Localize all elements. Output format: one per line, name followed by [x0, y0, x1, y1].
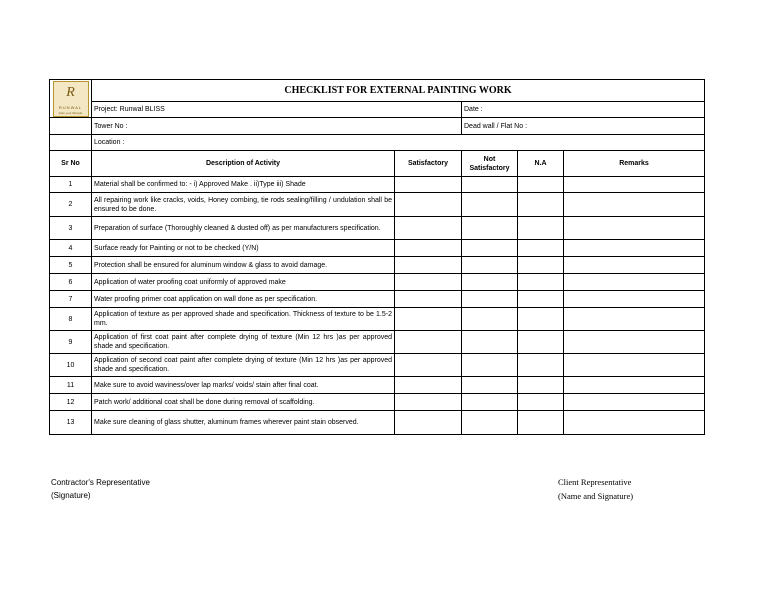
logo-tagline: style your lifestyle [58, 110, 83, 115]
table-row [50, 331, 705, 354]
not-satisfactory-cell[interactable] [462, 274, 518, 291]
row-description: Application of first coat paint after complete drying of texture (Min 12 hrs )as per approved shade and specification. [92, 331, 395, 354]
header-na: N.A [518, 151, 564, 177]
not-satisfactory-cell[interactable] [462, 291, 518, 308]
row-number: 3 [50, 217, 92, 240]
table-row [50, 257, 705, 274]
remarks-cell[interactable] [564, 217, 705, 240]
date-field[interactable]: Date : [462, 102, 705, 118]
row-number: 2 [50, 193, 92, 217]
contractor-signature-block [51, 476, 150, 502]
remarks-cell[interactable] [564, 193, 705, 217]
not-satisfactory-cell[interactable] [462, 193, 518, 217]
satisfactory-cell[interactable] [395, 240, 462, 257]
na-cell[interactable] [518, 394, 564, 411]
form-title: CHECKLIST FOR EXTERNAL PAINTING WORK [92, 80, 705, 102]
remarks-cell[interactable] [564, 411, 705, 435]
table-row [50, 411, 705, 435]
blank-cell [50, 118, 92, 135]
table-row [50, 217, 705, 240]
not-satisfactory-cell[interactable] [462, 411, 518, 435]
na-cell[interactable] [518, 377, 564, 394]
na-cell[interactable] [518, 274, 564, 291]
remarks-cell[interactable] [564, 354, 705, 377]
header-not-satisfactory: Not Satisfactory [462, 151, 518, 177]
not-satisfactory-cell[interactable] [462, 308, 518, 331]
row-description: Patch work/ additional coat shall be done during removal of scaffolding. [92, 394, 395, 411]
remarks-cell[interactable] [564, 240, 705, 257]
row-description: Surface ready for Painting or not to be checked (Y/N) [92, 240, 395, 257]
not-satisfactory-cell[interactable] [462, 257, 518, 274]
contractor-label: Contractor's Representative [51, 478, 150, 487]
remarks-cell[interactable] [564, 331, 705, 354]
tower-field[interactable]: Tower No : [92, 118, 462, 135]
row-number: 13 [50, 411, 92, 435]
header-satisfactory: Satisfactory [395, 151, 462, 177]
client-label: Client Representative [558, 477, 632, 487]
logo-brand: RUNWAL [58, 104, 83, 110]
remarks-cell[interactable] [564, 377, 705, 394]
table-row [50, 274, 705, 291]
satisfactory-cell[interactable] [395, 394, 462, 411]
row-description: Application of water proofing coat uniformly of approved make [92, 274, 395, 291]
table-row [50, 177, 705, 193]
row-description: All repairing work like cracks, voids, Honey combing, tie rods sealing/filling / undulation shall be ensured to be done. [92, 193, 395, 217]
satisfactory-cell[interactable] [395, 411, 462, 435]
header-sr-no: Sr No [50, 151, 92, 177]
not-satisfactory-cell[interactable] [462, 354, 518, 377]
na-cell[interactable] [518, 411, 564, 435]
satisfactory-cell[interactable] [395, 177, 462, 193]
table-row [50, 308, 705, 331]
satisfactory-cell[interactable] [395, 217, 462, 240]
remarks-cell[interactable] [564, 394, 705, 411]
na-cell[interactable] [518, 257, 564, 274]
client-signature-label: (Name and Signature) [558, 491, 634, 501]
na-cell[interactable] [518, 308, 564, 331]
flat-field[interactable]: Dead wall / Flat No : [462, 118, 705, 135]
satisfactory-cell[interactable] [395, 193, 462, 217]
row-description: Make sure to avoid waviness/over lap marks/ voids/ stain after final coat. [92, 377, 395, 394]
row-description: Make sure cleaning of glass shutter, aluminum frames wherever paint stain observed. [92, 411, 395, 435]
na-cell[interactable] [518, 331, 564, 354]
company-logo [53, 81, 89, 117]
na-cell[interactable] [518, 193, 564, 217]
remarks-cell[interactable] [564, 308, 705, 331]
satisfactory-cell[interactable] [395, 331, 462, 354]
project-field: Project: Runwal BLISS [92, 102, 462, 118]
na-cell[interactable] [518, 354, 564, 377]
satisfactory-cell[interactable] [395, 308, 462, 331]
row-description: Water proofing primer coat application on wall done as per specification. [92, 291, 395, 308]
contractor-signature-label: (Signature) [51, 491, 91, 500]
satisfactory-cell[interactable] [395, 291, 462, 308]
logo-cell [50, 80, 92, 118]
row-description: Protection shall be ensured for aluminum window & glass to avoid damage. [92, 257, 395, 274]
row-number: 4 [50, 240, 92, 257]
not-satisfactory-cell[interactable] [462, 394, 518, 411]
na-cell[interactable] [518, 291, 564, 308]
table-row [50, 377, 705, 394]
not-satisfactory-cell[interactable] [462, 240, 518, 257]
table-row [50, 240, 705, 257]
satisfactory-cell[interactable] [395, 257, 462, 274]
row-description: Application of texture as per approved shade and specification. Thickness of texture to be 1.5-2 mm. [92, 308, 395, 331]
header-remarks: Remarks [564, 151, 705, 177]
not-satisfactory-cell[interactable] [462, 177, 518, 193]
na-cell[interactable] [518, 240, 564, 257]
location-field[interactable]: Location : [92, 135, 705, 151]
checklist-table [49, 79, 705, 435]
row-number: 10 [50, 354, 92, 377]
row-number: 9 [50, 331, 92, 354]
table-row [50, 193, 705, 217]
logo-mark: R [66, 84, 75, 100]
remarks-cell[interactable] [564, 291, 705, 308]
not-satisfactory-cell[interactable] [462, 217, 518, 240]
row-number: 12 [50, 394, 92, 411]
not-satisfactory-cell[interactable] [462, 377, 518, 394]
row-number: 5 [50, 257, 92, 274]
satisfactory-cell[interactable] [395, 377, 462, 394]
satisfactory-cell[interactable] [395, 354, 462, 377]
na-cell[interactable] [518, 217, 564, 240]
client-signature-block [558, 475, 633, 503]
na-cell[interactable] [518, 177, 564, 193]
row-number: 11 [50, 377, 92, 394]
row-description: Application of second coat paint after complete drying of texture (Min 12 hrs )as per approved shade and specification. [92, 354, 395, 377]
remarks-cell[interactable] [564, 257, 705, 274]
row-description: Material shall be confirmed to: - i) Approved Make . ii)Type iii) Shade [92, 177, 395, 193]
blank-cell [50, 135, 92, 151]
remarks-cell[interactable] [564, 177, 705, 193]
table-row [50, 354, 705, 377]
row-number: 6 [50, 274, 92, 291]
not-satisfactory-cell[interactable] [462, 331, 518, 354]
table-row [50, 394, 705, 411]
satisfactory-cell[interactable] [395, 274, 462, 291]
row-description: Preparation of surface (Thoroughly cleaned & dusted off) as per manufacturers specification. [92, 217, 395, 240]
row-number: 7 [50, 291, 92, 308]
row-number: 1 [50, 177, 92, 193]
header-description: Description of Activity [92, 151, 395, 177]
row-number: 8 [50, 308, 92, 331]
remarks-cell[interactable] [564, 274, 705, 291]
table-row [50, 291, 705, 308]
